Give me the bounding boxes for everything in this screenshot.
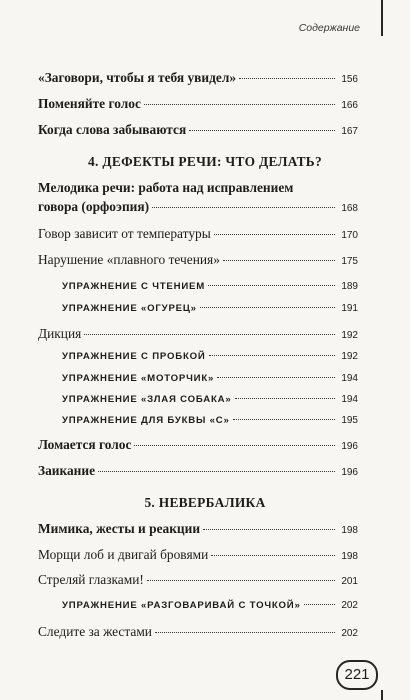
entry-page: 189	[341, 281, 358, 292]
page-number-badge: 221	[336, 660, 378, 690]
leader-dots	[239, 78, 335, 79]
entry-page: 202	[341, 628, 358, 639]
toc-subentry	[62, 347, 358, 366]
entry-title: Следите за жестами	[38, 624, 152, 639]
leader-dots	[209, 355, 335, 356]
leader-dots	[144, 104, 335, 105]
leader-dots	[98, 471, 335, 472]
leader-dots	[189, 130, 335, 131]
toc-entry	[38, 570, 358, 591]
entry-title-line1: Мелодика речи: работа над исправлением	[38, 180, 294, 195]
entry-page: 192	[341, 330, 358, 341]
toc-entry	[38, 250, 358, 271]
leader-dots	[208, 285, 335, 286]
leader-dots	[200, 307, 335, 308]
leader-dots	[155, 632, 335, 633]
entry-title: Нарушение «плавного течения»	[38, 252, 220, 267]
toc-entry	[38, 178, 358, 218]
section-heading: 4. ДЕФЕКТЫ РЕЧИ: ЧТО ДЕЛАТЬ?	[88, 154, 322, 169]
toc-entry	[38, 622, 358, 643]
entry-title: УПРАЖНЕНИЕ «РАЗГОВАРИВАЙ С ТОЧКОЙ»	[62, 600, 301, 611]
entry-title: УПРАЖНЕНИЕ «МОТОРЧИК»	[62, 373, 215, 384]
entry-title: Поменяйте голос	[38, 96, 141, 111]
entry-page: 202	[341, 600, 358, 611]
leader-dots	[223, 260, 335, 261]
entry-title: Заикание	[38, 463, 96, 478]
entry-title: УПРАЖНЕНИЕ «ОГУРЕЦ»	[62, 303, 197, 314]
entry-page: 170	[341, 230, 358, 241]
entry-page: 201	[341, 576, 358, 587]
entry-title: Говор зависит от температуры	[38, 226, 211, 241]
leader-dots	[235, 398, 336, 399]
entry-page: 198	[341, 551, 358, 562]
entry-page: 194	[341, 394, 358, 405]
entry-title: говора (орфоэпия)	[38, 199, 150, 214]
entry-page: 175	[341, 256, 358, 267]
toc-entry	[38, 94, 358, 115]
toc-entry	[38, 519, 358, 540]
toc-entry	[38, 461, 358, 482]
entry-title: УПРАЖНЕНИЕ С ЧТЕНИЕМ	[62, 281, 206, 292]
leader-dots	[217, 377, 335, 378]
toc-entry	[38, 324, 358, 345]
running-head: Содержание	[298, 22, 360, 34]
toc-subentry	[62, 596, 358, 615]
entry-title: Дикция	[38, 326, 82, 341]
entry-title: «Заговори, чтобы я тебя увидел»	[38, 70, 237, 85]
toc-subentry	[62, 277, 358, 296]
toc-entry	[38, 224, 358, 245]
entry-page: 198	[341, 525, 358, 536]
entry-page: 195	[341, 415, 358, 426]
leader-dots	[304, 604, 335, 605]
leader-dots	[84, 334, 335, 335]
entry-title: УПРАЖНЕНИЕ ДЛЯ БУКВЫ «С»	[62, 415, 230, 426]
leader-dots	[134, 445, 335, 446]
toc-subentry	[62, 411, 358, 430]
leader-dots	[152, 207, 335, 208]
section-heading: 5. НЕВЕРБАЛИКА	[144, 495, 266, 510]
entry-title: Когда слова забываются	[38, 122, 187, 137]
toc-subentry	[62, 369, 358, 388]
leader-dots	[203, 529, 335, 530]
entry-page: 196	[341, 441, 358, 452]
toc-entry	[38, 120, 358, 141]
leader-dots	[211, 555, 335, 556]
entry-page: 168	[341, 203, 358, 214]
toc-subentry	[62, 390, 358, 409]
entry-page: 191	[341, 303, 358, 314]
leader-dots	[233, 419, 335, 420]
entry-page: 167	[341, 126, 358, 137]
entry-page: 194	[341, 373, 358, 384]
leader-dots	[214, 234, 335, 235]
toc-entry	[38, 68, 358, 89]
entry-title: Морщи лоб и двигай бровями	[38, 547, 209, 562]
entry-page: 156	[341, 74, 358, 85]
toc-entry	[38, 435, 358, 456]
entry-page: 196	[341, 467, 358, 478]
entry-title: УПРАЖНЕНИЕ С ПРОБКОЙ	[62, 351, 206, 362]
toc-subentry	[62, 299, 358, 318]
top-margin-rule	[381, 0, 383, 36]
entry-title: Стреляй глазками!	[38, 572, 144, 587]
entry-title: Ломается голос	[38, 437, 132, 452]
entry-title: УПРАЖНЕНИЕ «ЗЛАЯ СОБАКА»	[62, 394, 232, 405]
toc-entry	[38, 545, 358, 566]
entry-page: 166	[341, 100, 358, 111]
entry-title: Мимика, жесты и реакции	[38, 521, 201, 536]
entry-page: 192	[341, 351, 358, 362]
leader-dots	[147, 580, 335, 581]
bottom-margin-rule	[381, 690, 383, 700]
